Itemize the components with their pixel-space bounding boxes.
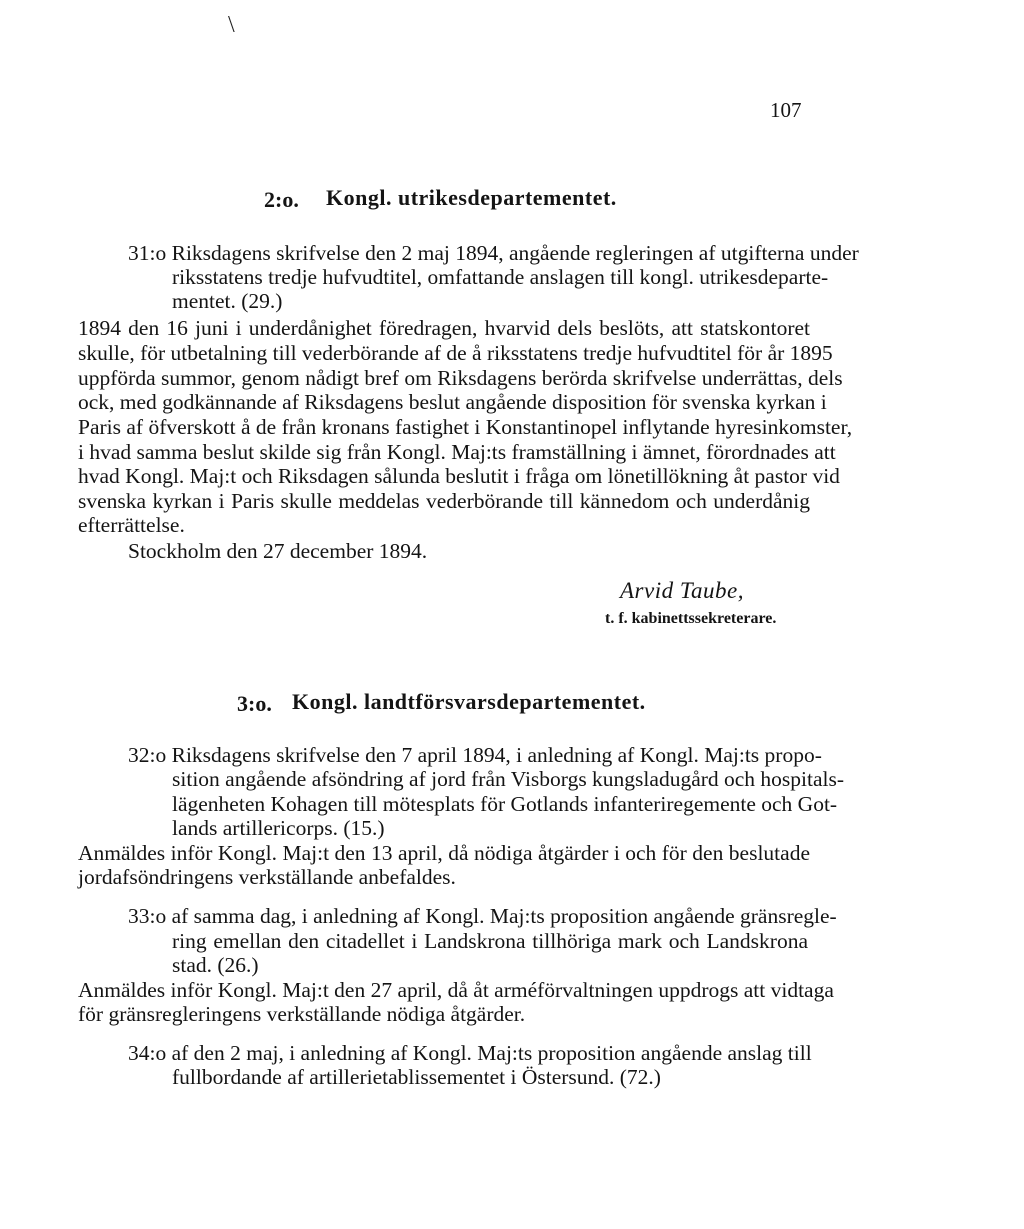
item-34-line-2: fullbordande af artillerietablissementet i Östersund. (72.) [172,1065,661,1089]
item-33-line-3: stad. (26.) [172,953,259,977]
decision-line-7: hvad Kongl. Maj:t och Riksdagen sålunda beslutit i fråga om lönetillökning åt pastor vid [78,464,840,488]
decision-line-2: skulle, för utbetalning till vederbörande af de å riksstatens tredje hufvudtitel för år 1895 [78,341,833,365]
item-32-line-1: 32:o Riksdagens skrifvelse den 7 april 1894, i anledning af Kongl. Maj:ts propo- [128,743,822,767]
item-33-line-1: 33:o af samma dag, i anledning af Kongl. Maj:ts proposition angående gränsregle- [128,904,837,928]
signature-title: t. f. kabinettssekreterare. [605,610,777,627]
decision-line-6: i hvad samma beslut skilde sig från Kongl. Maj:ts framställning i ämnet, förordnades att [78,440,836,464]
item-31-line-1: 31:o Riksdagens skrifvelse den 2 maj 1894, angående regleringen af utgifterna under [128,241,859,265]
item-32-line-3: lägenheten Kohagen till mötesplats för Gotlands infanteriregemente och Got- [172,792,838,816]
item-32-note-line-1: Anmäldes inför Kongl. Maj:t den 13 april, då nödiga åtgärder i och för den beslutade [78,841,810,865]
decision-line-8: svenska kyrkan i Paris skulle meddelas vederbörande till kännedom och underdånig [78,489,810,513]
decision-line-4: ock, med godkännande af Riksdagens beslut angående disposition för svenska kyrkan i [78,390,827,414]
date-line: Stockholm den 27 december 1894. [128,539,428,563]
decision-line-5: Paris af öfverskott å de från kronans fastighet i Konstantinopel inflytande hyresinkomster, [78,415,853,439]
item-32-line-4: lands artillericorps. (15.) [172,816,385,840]
page-number: 107 [770,98,802,122]
item-33-note-line-1: Anmäldes inför Kongl. Maj:t den 27 april, då åt arméförvaltningen uppdrogs att vidtaga [78,978,834,1002]
decision-line-3: uppförda summor, genom nådigt bref om Riksdagens berörda skrifvelse underrättas, dels [78,366,843,390]
item-33-note-line-2: för gränsregleringens verkställande nödiga åtgärder. [78,1002,526,1026]
decision-line-9: efterrättelse. [78,513,185,537]
section-2-title: Kongl. utrikesdepartementet. [326,185,617,210]
item-31-line-2: riksstatens tredje hufvudtitel, omfattande anslagen till kongl. utrikesdeparte- [172,265,829,289]
item-32-note-line-2: jordafsöndringens verkställande anbefaldes. [78,865,456,889]
decision-line-1: 1894 den 16 juni i underdånighet föredragen, hvarvid dels beslöts, att statskontoret [78,316,810,340]
item-33-line-2: ring emellan den citadellet i Landskrona tillhöriga mark och Landskrona [172,929,808,953]
signature-name: Arvid Taube, [620,578,744,603]
item-34-line-1: 34:o af den 2 maj, i anledning af Kongl. Maj:ts proposition angående anslag till [128,1041,812,1065]
item-32-line-2: sition angående afsöndring af jord från Visborgs kungsladugård och hospitals- [172,767,845,791]
top-stray-mark: \ [228,12,235,38]
section-3-number: 3:o. [237,691,272,716]
section-3-title: Kongl. landtförsvarsdepartementet. [292,689,646,714]
section-2-number: 2:o. [264,187,299,212]
item-31-line-3: mentet. (29.) [172,289,283,313]
